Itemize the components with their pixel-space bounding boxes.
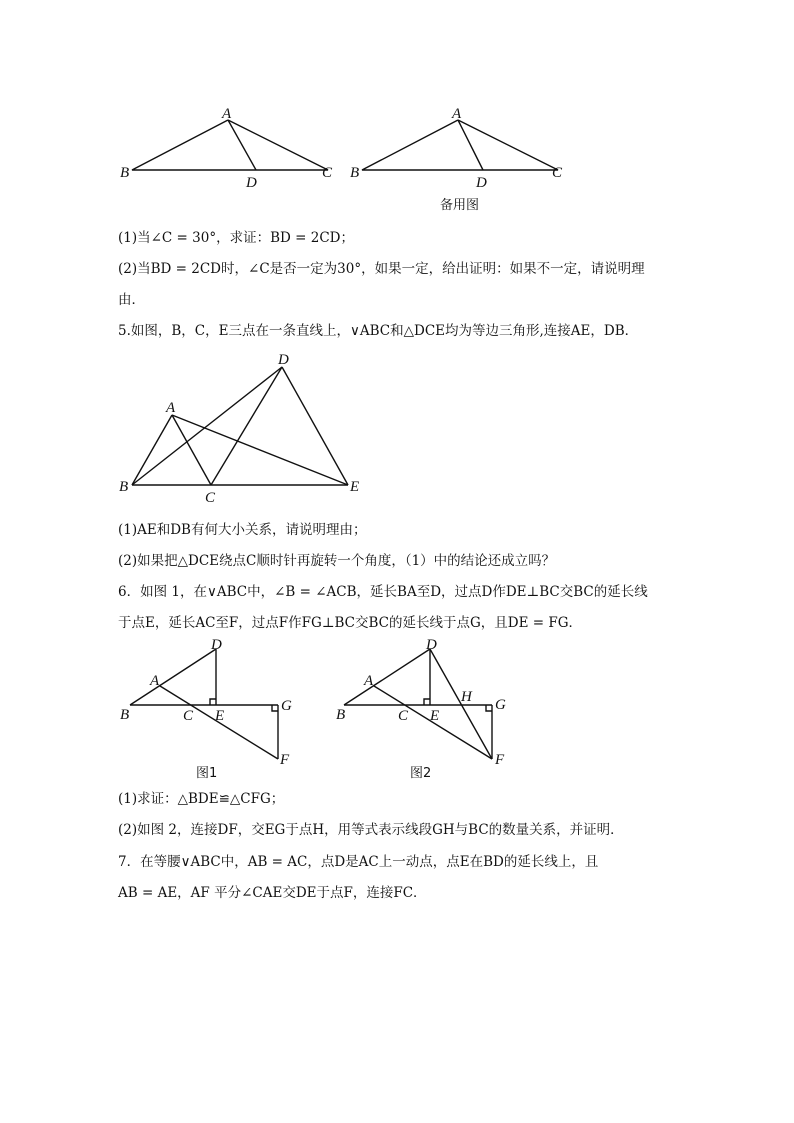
label-a: A [364,673,374,689]
q4-spare-figure [340,100,580,215]
right-angle-mark-e [210,699,216,705]
label-g: G [495,697,506,713]
q4-part1: (1)当∠C = 30°，求证：BD = 2CD； [118,230,354,246]
segment-de [282,367,348,485]
segment-ad [458,120,483,170]
q4-part2-line2: 由． [118,292,145,308]
label-c: C [322,165,333,181]
q4-triangle-figure [110,100,350,195]
label-g: G [281,698,292,714]
label-e: E [350,479,360,495]
segment-ac [172,415,211,485]
label-b: B [120,165,130,181]
label-d: D [426,637,437,653]
triangle-abc-outline [132,120,328,170]
label-b: B [120,707,130,723]
q5-stem: 5.如图，B，C，E三点在一条直线上，∨ABC和△DCE均为等边三角形,连接AE，DB． [118,323,639,339]
q7-stem-line1: 7．在等腰∨ABC中，AB = AC，点D是AC上一动点，点E在BD的延长线上，且 [118,854,599,870]
label-c: C [398,708,409,724]
right-angle-mark-e [424,699,430,705]
segment-ae [172,415,348,485]
label-e: E [215,708,225,724]
segment-dc [211,367,282,485]
right-angle-mark-g [486,705,492,711]
label-e: E [430,708,440,724]
right-angle-mark-g [272,705,278,711]
q6-figure-1 [110,635,310,785]
spare-figure-caption: 备用图 [440,198,480,213]
segment-bd [130,649,216,705]
label-d: D [476,175,487,191]
label-a: A [166,400,176,416]
label-d: D [246,175,257,191]
figure-2-caption: 图2 [410,766,432,781]
label-b: B [336,707,346,723]
label-a: A [222,106,232,122]
label-f: F [495,752,505,768]
q4-part2-line1: (2)当BD = 2CD时，∠C是否一定为30°，如果一定，给出证明：如果不一定，请说明理 [118,261,645,277]
label-c: C [205,490,216,506]
label-b: B [350,165,360,181]
label-a: A [452,106,462,122]
label-c: C [183,708,194,724]
q7-stem-line2: AB = AE，AF 平分∠CAE交DE于点F，连接FC． [118,885,427,901]
label-b: B [119,479,129,495]
label-f: F [280,752,290,768]
q6-part1: (1)求证：△BDE≌△CFG； [118,791,285,807]
label-d: D [211,637,222,653]
label-c: C [552,165,563,181]
label-d: D [278,352,289,368]
q5-part1: (1)AE和DB有何大小关系，请说明理由； [118,522,367,538]
label-h: H [461,689,472,705]
q6-stem-line1: 6．如图 1，在∨ABC中，∠B = ∠ACB，延长BA至D，过点D作DE⊥BC交BC的延长线 [118,584,648,600]
triangle-abc-outline [362,120,558,170]
segment-ab [132,415,172,485]
q6-stem-line2: 于点E，延长AC至F，过点F作FG⊥BC交BC的延长线于点G，且DE = FG． [118,615,583,631]
figure-1-caption: 图1 [196,766,218,781]
label-a: A [150,673,160,689]
q6-figure-2 [324,635,524,785]
q6-part2: (2)如图 2，连接DF，交EG于点H，用等式表示线段GH与BC的数量关系，并证明． [118,822,624,838]
q5-equilateral-figure [110,345,370,510]
segment-bd [344,649,430,705]
q5-part2: (2)如果把△DCE绕点C顺时针再旋转一个角度，（1）中的结论还成立吗？ [118,553,556,569]
segment-db [132,367,282,485]
